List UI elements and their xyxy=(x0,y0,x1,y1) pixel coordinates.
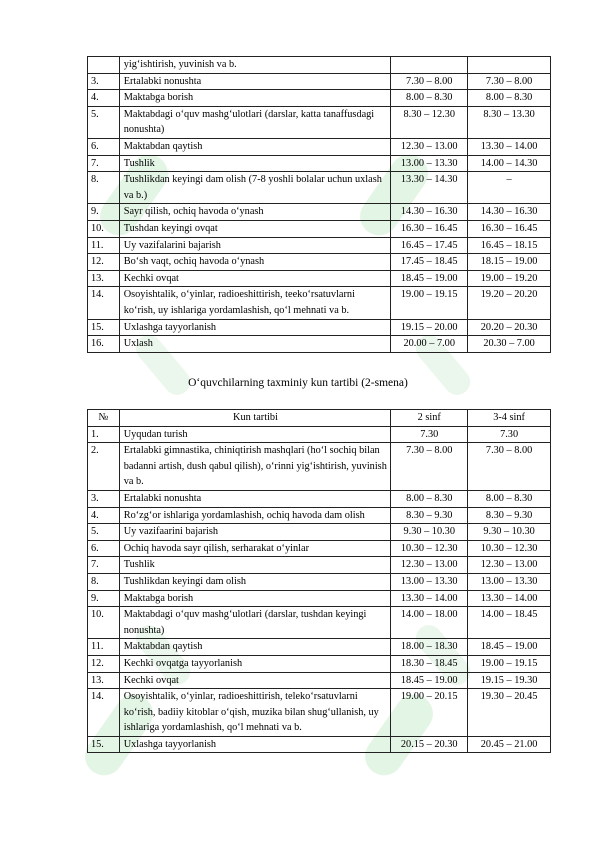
row-number: 8. xyxy=(88,172,120,204)
row-number: 15. xyxy=(88,736,120,753)
row-time-grade-2: 7.30 – 8.00 xyxy=(391,73,468,90)
header-task: Kun tartibi xyxy=(119,410,391,427)
row-task: Tushlikdan keyingi dam olish xyxy=(119,573,391,590)
row-time-grade-2: 8.30 – 12.30 xyxy=(391,106,468,138)
table-row xyxy=(88,540,551,557)
row-number: 4. xyxy=(88,507,120,524)
row-time-grade-3-4: 8.30 – 13.30 xyxy=(468,106,551,138)
row-number: 6. xyxy=(88,138,120,155)
row-task: Osoyishtalik, o‘yinlar, radioeshittirish, teleko‘rsatuvlarni ko‘rish, badiiy kitoblar o‘qish, muzika bilan shug‘ullanish, uy ishlariga yordamlashish, qo‘l mehnati va b. xyxy=(119,689,391,737)
table-row xyxy=(88,507,551,524)
row-time-grade-3-4: 19.15 – 19.30 xyxy=(468,672,551,689)
row-task: Tushlik xyxy=(119,557,391,574)
row-number: 1. xyxy=(88,426,120,443)
row-task: Kechki ovqat xyxy=(119,672,391,689)
row-time-grade-2: 18.30 – 18.45 xyxy=(391,655,468,672)
row-number: 5. xyxy=(88,524,120,541)
row-task: Bo‘sh vaqt, ochiq havoda o‘ynash xyxy=(119,254,391,271)
row-number: 9. xyxy=(88,204,120,221)
row-number: 15. xyxy=(88,319,120,336)
row-number: 12. xyxy=(88,254,120,271)
table-row xyxy=(88,426,551,443)
row-task: Ertalabki gimnastika, chiniqtirish mashqlari (ho‘l sochiq bilan badanni artish, dush qabul qilish), o‘rinni yig‘ishtirish, yuvinish va b. xyxy=(119,443,391,491)
section-heading: O‘quvchilarning taxminiy kun tartibi (2-smena) xyxy=(188,377,408,389)
row-time-grade-2: 7.30 – 8.00 xyxy=(391,443,468,491)
row-number: 16. xyxy=(88,336,120,353)
row-time-grade-3-4: 19.30 – 20.45 xyxy=(468,689,551,737)
table-row xyxy=(88,607,551,639)
row-time-grade-2: 20.15 – 20.30 xyxy=(391,736,468,753)
row-time-grade-2: 19.00 – 20.15 xyxy=(391,689,468,737)
row-time-grade-3-4: 10.30 – 12.30 xyxy=(468,540,551,557)
row-number: 5. xyxy=(88,106,120,138)
table-row xyxy=(88,490,551,507)
table-row xyxy=(88,736,551,753)
row-time-grade-2: 17.45 – 18.45 xyxy=(391,254,468,271)
row-number: 12. xyxy=(88,655,120,672)
table-row xyxy=(88,672,551,689)
row-time-grade-2: 12.30 – 13.00 xyxy=(391,138,468,155)
row-time-grade-3-4: 16.45 – 18.15 xyxy=(468,237,551,254)
row-time-grade-3-4: 7.30 xyxy=(468,426,551,443)
row-number: 14. xyxy=(88,287,120,319)
row-task: Kechki ovqat xyxy=(119,270,391,287)
row-task: Maktabga borish xyxy=(119,90,391,107)
table-row xyxy=(88,590,551,607)
header-grade-2: 2 sinf xyxy=(391,410,468,427)
row-time-grade-3-4: 20.20 – 20.30 xyxy=(468,319,551,336)
row-task: Tushdan keyingi ovqat xyxy=(119,220,391,237)
row-number: 10. xyxy=(88,607,120,639)
row-number: 13. xyxy=(88,270,120,287)
table-row xyxy=(88,524,551,541)
row-time-grade-3-4: 19.20 – 20.20 xyxy=(468,287,551,319)
row-number: 3. xyxy=(88,490,120,507)
row-time-grade-2: 18.00 – 18.30 xyxy=(391,639,468,656)
row-time-grade-2: 7.30 xyxy=(391,426,468,443)
row-time-grade-3-4: 7.30 – 8.00 xyxy=(468,443,551,491)
schedule-table-2 xyxy=(87,409,551,753)
row-number: 8. xyxy=(88,573,120,590)
row-task: Ertalabki nonushta xyxy=(119,490,391,507)
row-task: Uxlashga tayyorlanish xyxy=(119,736,391,753)
table-row xyxy=(88,73,551,90)
row-time-grade-2: 9.30 – 10.30 xyxy=(391,524,468,541)
row-task: Kechki ovqatga tayyorlanish xyxy=(119,655,391,672)
header-number: № xyxy=(88,410,120,427)
table-row xyxy=(88,155,551,172)
table-row xyxy=(88,336,551,353)
row-task: Maktabdan qaytish xyxy=(119,639,391,656)
row-task: Tushlikdan keyingi dam olish (7-8 yoshli bolalar uchun uxlash va b.) xyxy=(119,172,391,204)
row-time-grade-2: 8.00 – 8.30 xyxy=(391,90,468,107)
header-grade-3-4: 3-4 sinf xyxy=(468,410,551,427)
table-row xyxy=(88,689,551,737)
row-number: 6. xyxy=(88,540,120,557)
row-time-grade-3-4: 18.45 – 19.00 xyxy=(468,639,551,656)
row-time-grade-3-4: – xyxy=(468,172,551,204)
row-time-grade-3-4: 13.30 – 14.00 xyxy=(468,138,551,155)
table-row xyxy=(88,639,551,656)
row-time-grade-3-4: 9.30 – 10.30 xyxy=(468,524,551,541)
row-time-grade-3-4: 12.30 – 13.00 xyxy=(468,557,551,574)
table-row xyxy=(88,172,551,204)
row-time-grade-3-4: 14.30 – 16.30 xyxy=(468,204,551,221)
table-header-row xyxy=(88,410,551,427)
row-time-grade-3-4: 7.30 – 8.00 xyxy=(468,73,551,90)
row-time-grade-3-4: 8.30 – 9.30 xyxy=(468,507,551,524)
table-row xyxy=(88,237,551,254)
row-number xyxy=(88,57,120,74)
table-row xyxy=(88,287,551,319)
row-task: Tushlik xyxy=(119,155,391,172)
row-task: Sayr qilish, ochiq havoda o‘ynash xyxy=(119,204,391,221)
row-number: 10. xyxy=(88,220,120,237)
row-time-grade-2: 16.45 – 17.45 xyxy=(391,237,468,254)
row-time-grade-3-4: 14.00 – 18.45 xyxy=(468,607,551,639)
row-number: 13. xyxy=(88,672,120,689)
table-row xyxy=(88,655,551,672)
table-row xyxy=(88,557,551,574)
row-number: 14. xyxy=(88,689,120,737)
row-task: Osoyishtalik, o‘yinlar, radioeshittirish, teeko‘rsatuvlarni ko‘rish, uy ishlariga yordamlashish, qo‘l mehnati va b. xyxy=(119,287,391,319)
schedule-table-2-body xyxy=(88,426,551,753)
row-time-grade-2: 13.00 – 13.30 xyxy=(391,573,468,590)
row-number: 7. xyxy=(88,155,120,172)
row-time-grade-2: 18.45 – 19.00 xyxy=(391,270,468,287)
table-row xyxy=(88,90,551,107)
table-row xyxy=(88,106,551,138)
row-time-grade-2: 18.45 – 19.00 xyxy=(391,672,468,689)
row-time-grade-2: 14.30 – 16.30 xyxy=(391,204,468,221)
row-time-grade-2: 16.30 – 16.45 xyxy=(391,220,468,237)
row-number: 11. xyxy=(88,237,120,254)
row-time-grade-2: 13.00 – 13.30 xyxy=(391,155,468,172)
row-time-grade-2: 12.30 – 13.00 xyxy=(391,557,468,574)
row-time-grade-3-4: 13.00 – 13.30 xyxy=(468,573,551,590)
row-number: 9. xyxy=(88,590,120,607)
row-time-grade-2: 20.00 – 7.00 xyxy=(391,336,468,353)
row-time-grade-3-4: 19.00 – 19.20 xyxy=(468,270,551,287)
row-time-grade-3-4: 18.15 – 19.00 xyxy=(468,254,551,271)
table-row xyxy=(88,319,551,336)
schedule-table-1 xyxy=(87,56,551,353)
row-number: 4. xyxy=(88,90,120,107)
row-time-grade-3-4: 16.30 – 16.45 xyxy=(468,220,551,237)
table-row xyxy=(88,270,551,287)
row-time-grade-2: 13.30 – 14.00 xyxy=(391,590,468,607)
row-time-grade-2: 8.00 – 8.30 xyxy=(391,490,468,507)
row-task: Maktabga borish xyxy=(119,590,391,607)
table-row xyxy=(88,573,551,590)
table-row xyxy=(88,220,551,237)
table-row xyxy=(88,204,551,221)
schedule-table-2-header xyxy=(88,410,551,427)
row-time-grade-3-4: 13.30 – 14.00 xyxy=(468,590,551,607)
row-time-grade-3-4: 14.00 – 14.30 xyxy=(468,155,551,172)
row-time-grade-2: 19.15 – 20.00 xyxy=(391,319,468,336)
row-time-grade-2: 13.30 – 14.30 xyxy=(391,172,468,204)
row-task: Uyqudan turish xyxy=(119,426,391,443)
row-number: 2. xyxy=(88,443,120,491)
row-number: 7. xyxy=(88,557,120,574)
row-task: Ro‘zg‘or ishlariga yordamlashish, ochiq havoda dam olish xyxy=(119,507,391,524)
row-task: Maktabdagi o‘quv mashg‘ulotlari (darslar, tushdan keyingi nonushta) xyxy=(119,607,391,639)
row-time-grade-2 xyxy=(391,57,468,74)
row-task: Uy vazifalarini bajarish xyxy=(119,237,391,254)
row-time-grade-2: 8.30 – 9.30 xyxy=(391,507,468,524)
table-row xyxy=(88,57,551,74)
row-time-grade-3-4: 8.00 – 8.30 xyxy=(468,490,551,507)
row-time-grade-2: 10.30 – 12.30 xyxy=(391,540,468,557)
row-task: Uy vazifaarini bajarish xyxy=(119,524,391,541)
table-row xyxy=(88,443,551,491)
table-row xyxy=(88,138,551,155)
row-time-grade-3-4: 8.00 – 8.30 xyxy=(468,90,551,107)
row-time-grade-2: 14.00 – 18.00 xyxy=(391,607,468,639)
row-task: Ochiq havoda sayr qilish, serharakat o‘yinlar xyxy=(119,540,391,557)
row-time-grade-3-4: 20.45 – 21.00 xyxy=(468,736,551,753)
row-time-grade-3-4: 19.00 – 19.15 xyxy=(468,655,551,672)
row-time-grade-2: 19.00 – 19.15 xyxy=(391,287,468,319)
row-task: yig‘ishtirish, yuvinish va b. xyxy=(119,57,391,74)
row-time-grade-3-4 xyxy=(468,57,551,74)
schedule-table-1-body xyxy=(88,57,551,353)
table-row xyxy=(88,254,551,271)
row-task: Maktabdan qaytish xyxy=(119,138,391,155)
row-task: Maktabdagi o‘quv mashg‘ulotlari (darslar, katta tanaffusdagi nonushta) xyxy=(119,106,391,138)
row-task: Uxlashga tayyorlanish xyxy=(119,319,391,336)
row-number: 11. xyxy=(88,639,120,656)
row-number: 3. xyxy=(88,73,120,90)
row-task: Ertalabki nonushta xyxy=(119,73,391,90)
row-task: Uxlash xyxy=(119,336,391,353)
row-time-grade-3-4: 20.30 – 7.00 xyxy=(468,336,551,353)
